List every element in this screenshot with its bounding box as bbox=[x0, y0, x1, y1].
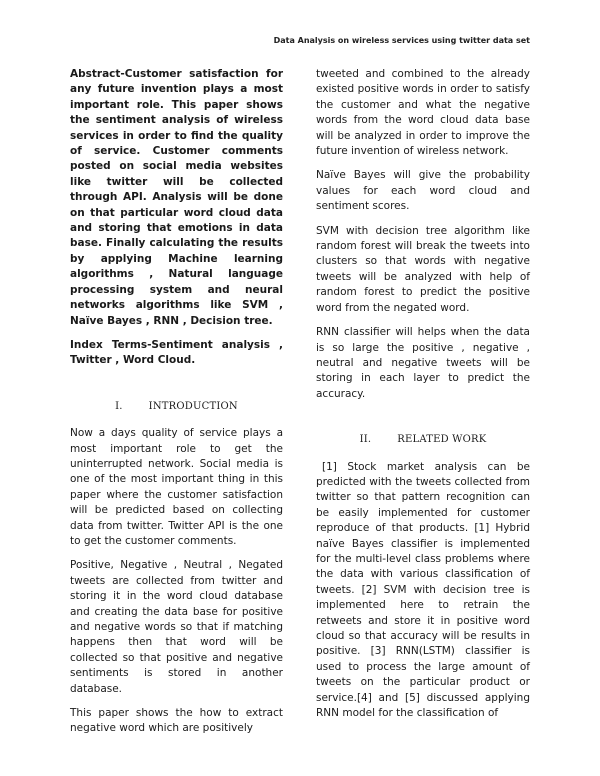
body-paragraph: tweeted and combined to the already existed positive words in order to satisfy the customer and what the negative words from the word cloud data base will be analyzed in order to improve the future invention of wireless network. bbox=[316, 68, 530, 158]
section-heading-introduction bbox=[70, 399, 283, 414]
body-paragraph: RNN classifier will helps when the data is so large the positive , negative , neutral and negative tweets will be storing in each layer to predict the accuracy. bbox=[316, 326, 530, 400]
intro-paragraph: This paper shows the how to extract negative word which are positively bbox=[70, 707, 283, 735]
section-title: RELATED WORK bbox=[397, 434, 487, 446]
intro-paragraph: Positive, Negative , Neutral , Negated tweets are collected from twitter and storing it in the word cloud database and creating the data base for positive and negative words so that if matching happens then that word will be collected so that positive and negative sentiments is stored in another database. bbox=[70, 559, 283, 695]
abstract: Abstract-Customer satisfaction for any future invention plays a most important role. This paper shows the sentiment analysis of wireless services in order to find the quality of service. Customer comments posted on social media websites like twitter will be collected through API. Analysis will be done on that particular word cloud data and storing that emotions in data base. Finally calculating the results by applying Machine learning algorithms , Natural language processing system and neural networks algorithms like SVM , Naïve Bayes , RNN , Decision tree. bbox=[70, 68, 283, 327]
related-work-paragraph: [1] Stock market analysis can be predicted with the tweets collected from twitter so that pattern recognition can be easily implemented for customer reproduce of that products. [1] Hybrid naïve Bayes classifier is implemented for the multi-level class problems where the data with various classification of tweets. [2] SVM with decision tree is implemented here to retrain the retweets and store it in positive word cloud so that accuracy will be results in positive. [3] RNN(LSTM) classifier is used to process the large amount of tweets on the particular product or service.[4] and [5] discussed applying RNN model for the classification of bbox=[316, 460, 530, 720]
intro-paragraph: Now a days quality of service plays a most important role to get the uninterrupted network. Social media is one of the most important thing in this paper where the customer satisfaction will be predicted based on collecting data from twitter. Twitter API is the one to get the customer comments. bbox=[70, 427, 283, 547]
index-terms: Index Terms-Sentiment analysis , Twitter , Word Cloud. bbox=[70, 338, 283, 367]
body-paragraph: SVM with decision tree algorithm like random forest will break the tweets into clusters so that words with negative tweets will be analyzed with help of random forest to predict the positive word from the negated word. bbox=[316, 224, 530, 314]
right-column bbox=[316, 67, 530, 730]
left-column bbox=[70, 67, 283, 746]
section-number: II. bbox=[359, 434, 372, 446]
section-heading-related-work bbox=[316, 432, 530, 447]
section-title: INTRODUCTION bbox=[148, 400, 238, 412]
section-number: I. bbox=[115, 400, 123, 412]
body-paragraph: Naïve Bayes will give the probability values for each word cloud and sentiment scores. bbox=[316, 169, 530, 213]
running-header: Data Analysis on wireless services using twitter data set bbox=[273, 36, 530, 45]
